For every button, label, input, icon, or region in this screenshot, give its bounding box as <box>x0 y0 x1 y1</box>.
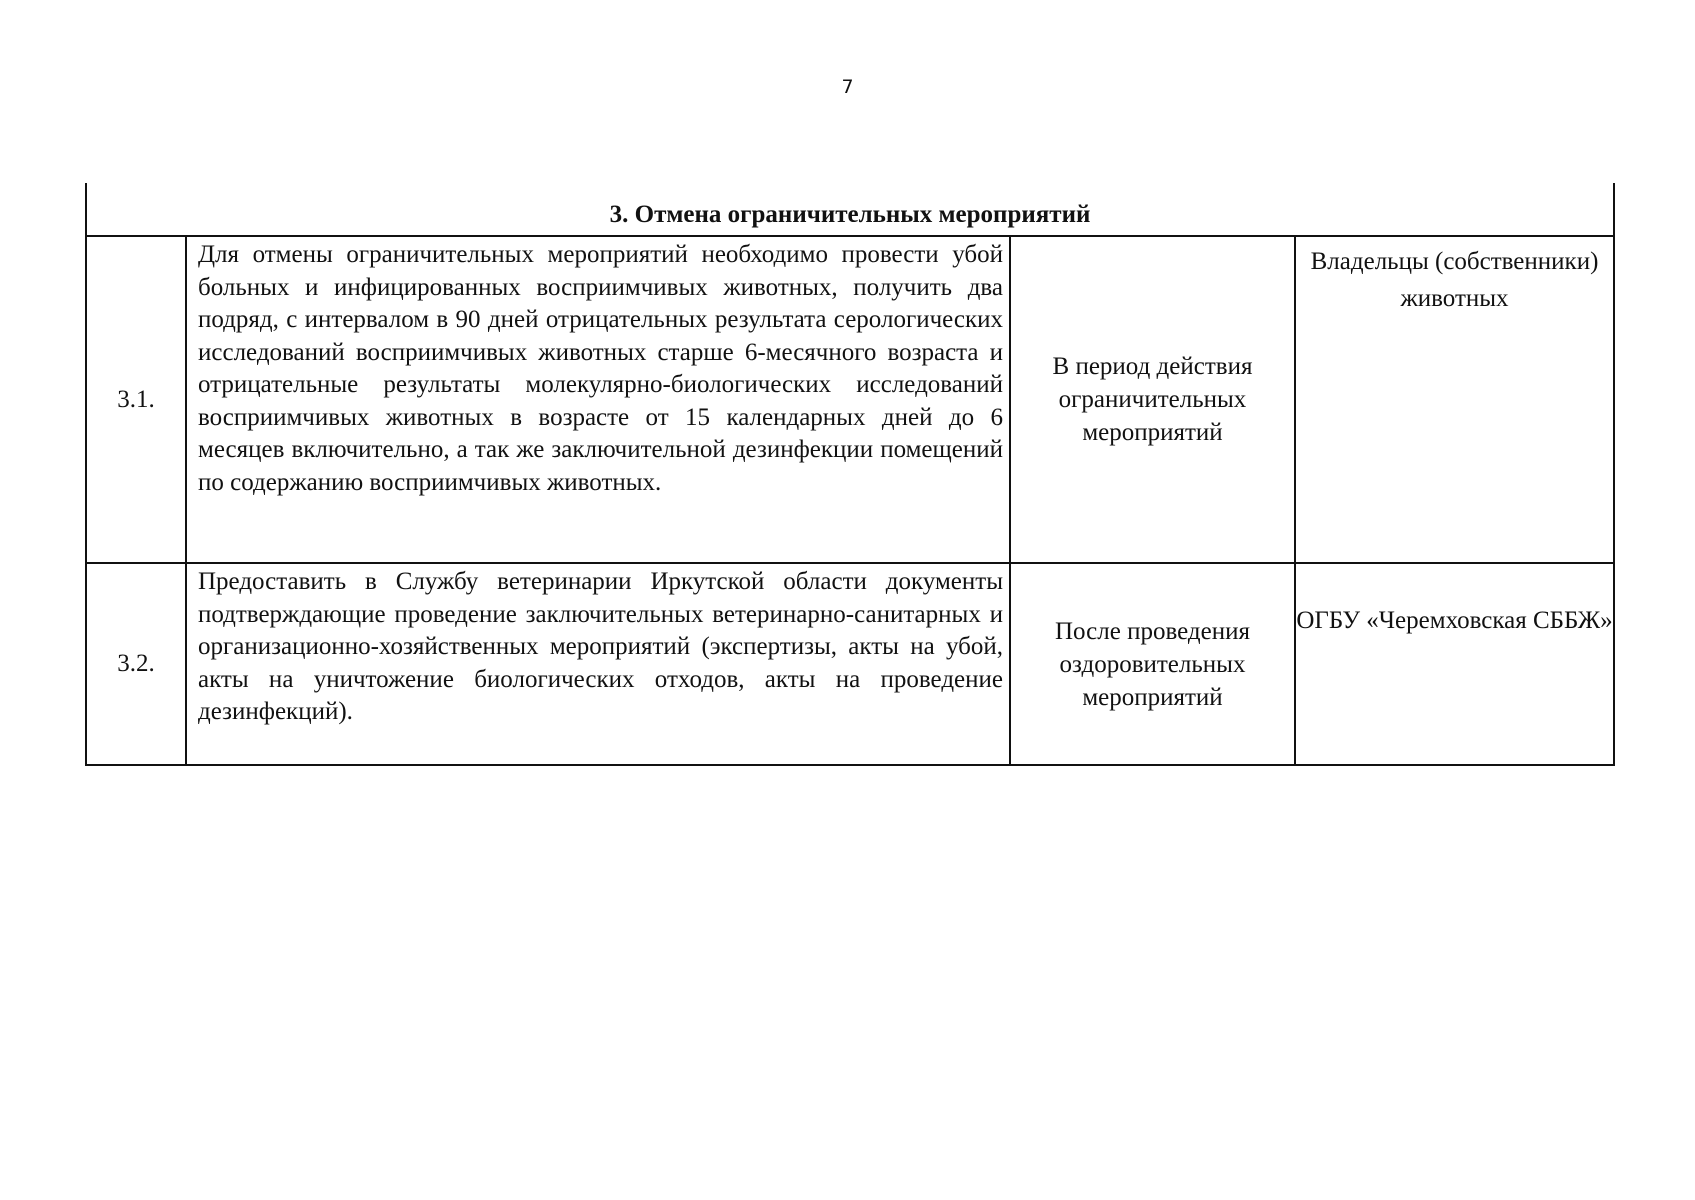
row-description: Для отмены ограничительных мероприятий необходимо провести убой больных и инфицированных восприимчивых животных, получить два подряд, с интервалом в 90 дней отрицательных результата серологических исследований восприимчивых животных старше 6-месячного возраста и отрицательные результаты молекулярно-биологических исследований восприимчивых животных в возрасте от 15 календарных дней до 6 месяцев включительно, а так же заключительной дезинфекции помещений по содержанию восприимчивых животных. <box>186 236 1010 563</box>
section-title: 3. Отмена ограничительных мероприятий <box>86 183 1614 236</box>
measures-table <box>85 183 1615 766</box>
row-number: 3.2. <box>86 563 186 765</box>
row-responsible: Владельцы (собственники) животных <box>1295 236 1614 563</box>
row-term: После проведения оздоровительных мероприятий <box>1010 563 1295 765</box>
row-responsible: ОГБУ «Черемховская СББЖ» <box>1295 563 1614 765</box>
page-number: 7 <box>841 76 854 98</box>
table-row <box>86 236 1614 563</box>
section-header-row <box>86 183 1614 236</box>
row-number: 3.1. <box>86 236 186 563</box>
row-description: Предоставить в Службу ветеринарии Иркутской области документы подтверждающие проведение заключительных ветеринарно-санитарных и организационно-хозяйственных мероприятий (экспертизы, акты на убой, акты на уничтожение биологических отходов, акты на проведение дезинфекций). <box>186 563 1010 765</box>
table-row <box>86 563 1614 765</box>
row-term: В период действия ограничительных мероприятий <box>1010 236 1295 563</box>
